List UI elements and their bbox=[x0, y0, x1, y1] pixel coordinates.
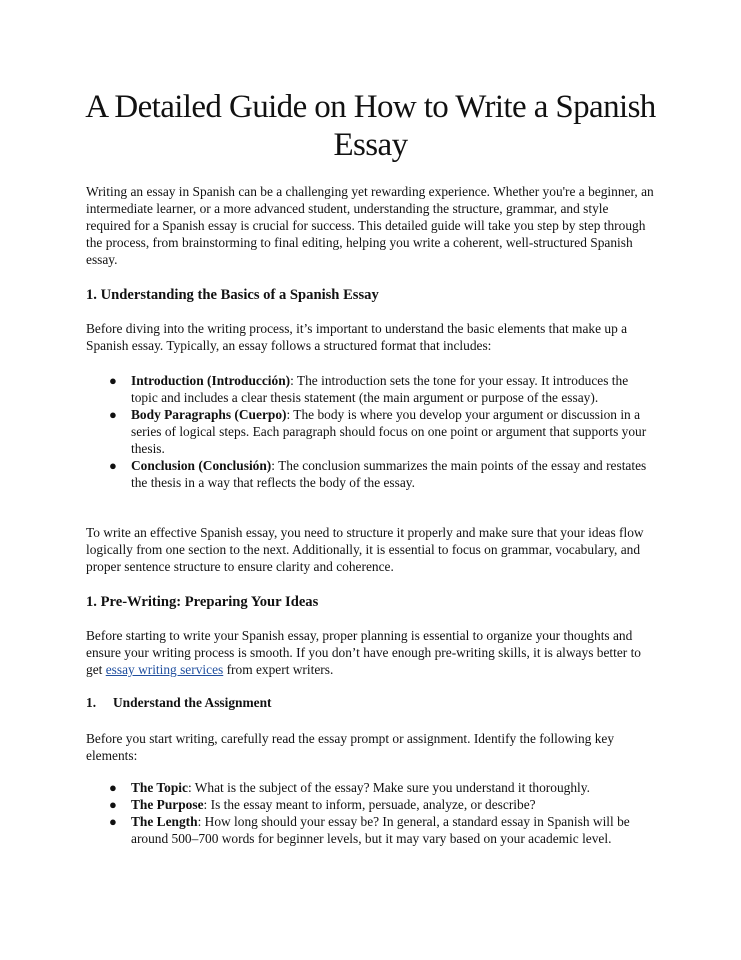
assignment-paragraph: Before you start writing, carefully read the essay prompt or assignment. Identify the following key elements: bbox=[86, 731, 615, 763]
section-heading-basics: 1. Understanding the Basics of a Spanish Essay bbox=[86, 287, 379, 303]
bullet-icon: ● bbox=[109, 797, 117, 812]
list-item-text: : How long should your essay be? In general, a standard essay in Spanish will be around 500–700 words for beginner levels, but it may vary based on your academic level. bbox=[131, 814, 630, 846]
structure-paragraph: To write an effective Spanish essay, you need to structure it properly and make sure that your ideas flow logically from one section to the next. Additionally, it is essential to focus on grammar, vocabulary, and proper sentence structure to ensure clarity and coherence. bbox=[86, 525, 644, 574]
prewriting-paragraph bbox=[86, 627, 656, 678]
subsection-number: 1. bbox=[86, 695, 97, 710]
bullet-icon: ● bbox=[109, 407, 117, 422]
essay-writing-services-link[interactable]: essay writing services bbox=[105, 662, 224, 677]
list-item-text: : The body is where you develop your argument or discussion in a series of logical steps. Each paragraph should focus on one point or argument that supports your thesis. bbox=[131, 407, 647, 456]
list-item-text: : Is the essay meant to inform, persuade, analyze, or describe? bbox=[203, 797, 536, 812]
list-item bbox=[109, 372, 651, 406]
list-item-term: Introduction (Introducción) bbox=[131, 373, 291, 388]
subsection-heading-assignment bbox=[86, 694, 586, 711]
list-item-term: The Topic bbox=[131, 780, 188, 795]
list-item bbox=[109, 813, 651, 847]
essay-structure-list bbox=[109, 372, 651, 491]
list-item-text: : The introduction sets the tone for your essay. It introduces the topic and includes a clear thesis statement (the main argument or purpose of the essay). bbox=[131, 373, 629, 405]
document-title: A Detailed Guide on How to Write a Spanish Essay bbox=[85, 89, 656, 163]
list-item-text: : The conclusion summarizes the main points of the essay and restates the thesis in a way that reflects the body of the essay. bbox=[131, 458, 647, 490]
key-elements-list bbox=[109, 779, 651, 847]
list-item bbox=[109, 796, 651, 813]
list-item-term: Conclusion (Conclusión) bbox=[131, 458, 272, 473]
list-item-term: Body Paragraphs (Cuerpo) bbox=[131, 407, 287, 422]
list-item bbox=[109, 779, 651, 796]
bullet-icon: ● bbox=[109, 780, 117, 795]
bullet-icon: ● bbox=[109, 373, 117, 388]
list-item-term: The Length bbox=[131, 814, 198, 829]
list-item bbox=[109, 406, 651, 457]
section-heading-prewriting: 1. Pre-Writing: Preparing Your Ideas bbox=[86, 594, 319, 610]
bullet-icon: ● bbox=[109, 458, 117, 473]
list-item bbox=[109, 457, 651, 491]
bullet-icon: ● bbox=[109, 814, 117, 829]
prewriting-text-end: from expert writers. bbox=[223, 662, 334, 677]
list-item-term: The Purpose bbox=[131, 797, 204, 812]
prewriting-text-start: Before starting to write your Spanish essay, proper planning is essential to organize your thoughts and ensure your writing process is smooth. If you don’t have enough pre-writing skills, it is always better to get bbox=[86, 628, 641, 677]
intro-paragraph: Writing an essay in Spanish can be a challenging yet rewarding experience. Whether you're a beginner, an intermediate learner, or a more advanced student, understanding the structure, grammar, and style required for a Spanish essay is crucial for success. This detailed guide will take you step by step through the process, from brainstorming to final editing, helping you write a coherent, well-structured Spanish essay. bbox=[86, 184, 654, 267]
basics-paragraph: Before diving into the writing process, it’s important to understand the basic elements that make up a Spanish essay. Typically, an essay follows a structured format that includes: bbox=[86, 321, 628, 353]
subsection-title: Understand the Assignment bbox=[113, 695, 272, 710]
list-item-text: : What is the subject of the essay? Make sure you understand it thoroughly. bbox=[187, 780, 590, 795]
